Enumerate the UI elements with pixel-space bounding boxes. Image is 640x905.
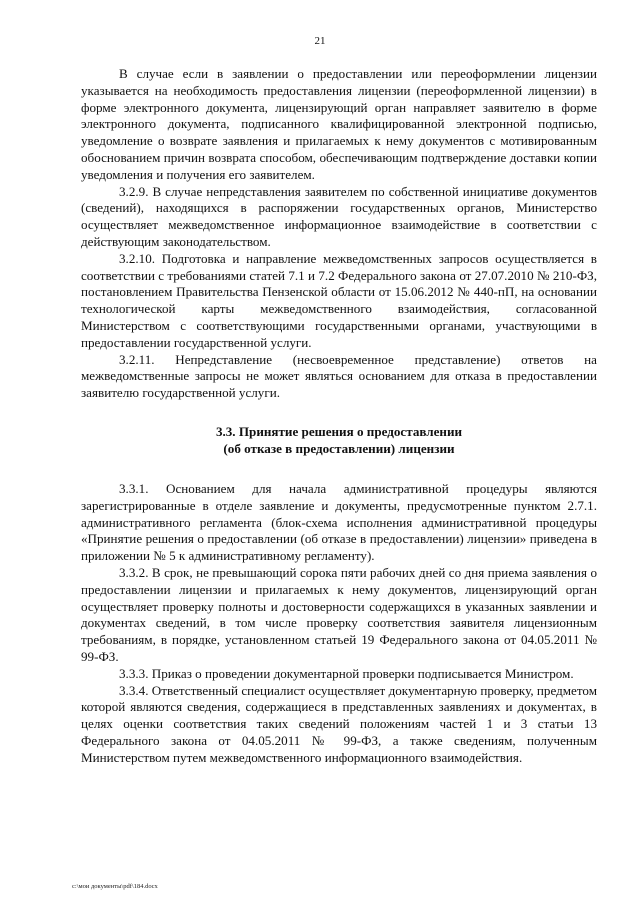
paragraph-3-3-4: 3.3.4. Ответственный специалист осуществляет документарную проверку, предметом которой являются сведения, содержащиеся в представленных заявлениях и документах, в целях оценки соответствия таких сведений положениям частей 1 и 3 статьи 13 Федерального закона от 04.05.2011 № 99-ФЗ, а также сведениям, полученным Министерством путем межведомственного информационного взаимодействия. <box>81 682 597 765</box>
page-number: 21 <box>314 35 326 47</box>
footer-file-path: c:\мои документы\pdf\184.docx <box>72 883 158 890</box>
paragraph-3-2-11: 3.2.11. Непредставление (несвоевременное представление) ответов на межведомственные запросы не может являться основанием для отказа в предоставлении заявителю государственной услуги. <box>81 351 597 401</box>
section-heading-line-1: 3.3. Принятие решения о предоставлении <box>215 423 463 439</box>
paragraph-3-3-2: 3.3.2. В срок, не превышающий сорока пяти рабочих дней со дня приема заявления о предоставлении лицензии и прилагаемых к нему документов, лицензирующий орган осуществляет проверку полноты и достоверности содержащихся в указанных заявлении и документах сведений, в том числе проверку соответствия заявителя лицензионным требованиям, в порядке, установленном статьей 19 Федерального закона от 04.05.2011 № 99-ФЗ. <box>81 564 597 664</box>
section-heading-line-2: (об отказе в предоставлении) лицензии <box>223 440 455 456</box>
paragraph-3-3-1: 3.3.1. Основанием для начала административной процедуры являются зарегистрированные в отделе заявление и документы, предусмотренные пунктом 2.7.1. административного регламента (блок-схема исполнения административной процедуры «Принятие решения о предоставлении (об отказе в предоставлении) лицензии» приведена в приложении № 5 к административному регламенту). <box>81 480 597 564</box>
paragraph-3-2-10: 3.2.10. Подготовка и направление межведомственных запросов осуществляется в соответствии с требованиями статей 7.1 и 7.2 Федерального закона от 27.07.2010 № 210-ФЗ, постановлением Правительства Пензенской области от 15.06.2012 № 440-пП, на основании технологической карты межведомственного взаимодействия, согласованной Министерством с соответствующими государственными органами, участвующими в предоставлении государственной услуги. <box>81 250 597 350</box>
document-body <box>81 66 597 766</box>
section-heading-3-3 <box>81 423 597 457</box>
paragraph-electronic-return-notice: В случае если в заявлении о предоставлении или переоформлении лицензии указывается на необходимость предоставления лицензии (переоформленной лицензии) в форме электронного документа, лицензирующий орган направляет заявителю в форме электронного документа, подписанного квалифицированной электронной подписью, уведомление о возврате заявления и прилагаемых к нему документов с мотивированным обоснованием причин возврата способом, обеспечивающим подтверждение доставки копии уведомления и получения его заявителем. <box>81 66 597 182</box>
paragraph-3-2-9: 3.2.9. В случае непредставления заявителем по собственной инициативе документов (сведений), находящихся в распоряжении государственных органов, Министерство осуществляет межведомственное информационное взаимодействие в соответствии с действующим законодательством. <box>81 183 597 249</box>
paragraph-3-3-3: 3.3.3. Приказ о проведении документарной проверки подписывается Министром. <box>119 665 574 681</box>
